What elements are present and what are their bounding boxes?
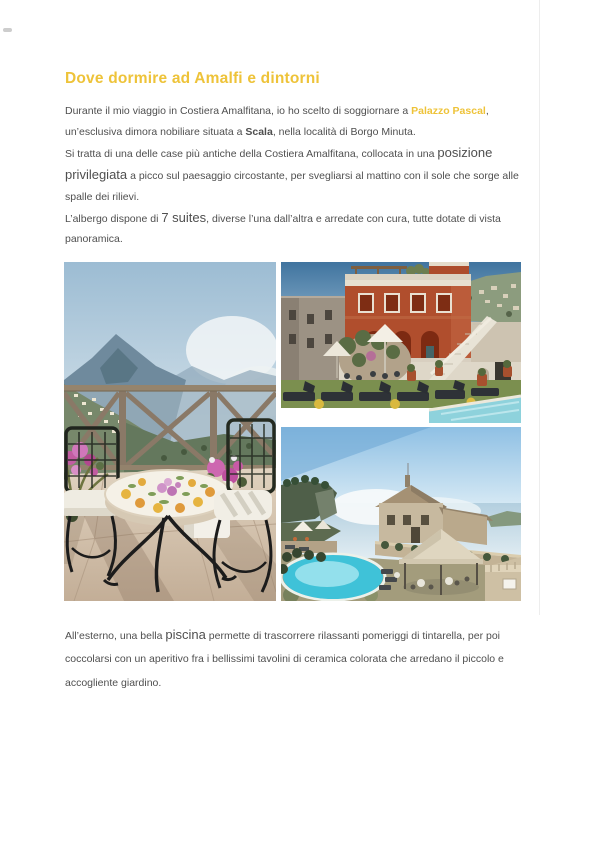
paragraph [65,143,547,208]
page-corner-artifact [3,28,12,32]
text-segment: posizione [437,144,493,160]
paragraph [65,208,547,251]
pool-sea-view-photo [281,427,521,601]
text-segment: accogliente giardino. [65,676,162,689]
text-segment: Durante il mio viaggio in Costiera Amalfitana, io ho scelto di soggiornare a [65,105,412,117]
column-divider-line [539,0,540,615]
terrace-table-photo [64,262,276,601]
text-segment: , [485,105,489,117]
palazzo-pascal-photo [281,262,521,423]
text-segment: L’albergo dispone di [65,212,162,225]
text-segment: permette di trascorrere rilassanti pomeriggi di tintarella, per poi [205,630,501,642]
text-segment: Scala [245,125,273,138]
text-segment: All’esterno, una bella [65,630,166,642]
villa-photo-illustration [281,262,521,423]
paragraph [65,101,547,143]
text-segment: spalle dei rilievi. [65,190,140,203]
text-segment: privilegiata [65,166,128,182]
terrace-photo-illustration [64,262,276,601]
text-segment: Si tratta di una delle case più antiche della Costiera Amalfitana, collocata in una [65,147,438,160]
text-segment: coccolarsi con un aperitivo fra i bellissimi tavolini di ceramica colorata che arredano il piccolo e [65,653,504,666]
text-segment: a picco sul paesaggio circostante, per svegliarsi al mattino con il sole che sorge alle [127,169,519,182]
intro-text-block [65,101,547,250]
inline-link[interactable]: Palazzo Pascal [411,105,486,117]
text-segment: , diverse l’una dall’altra e arredate con cura, tutte dotate di vista [206,212,501,225]
text-segment: piscina [165,627,206,642]
text-segment: un’esclusiva dimora nobiliare situata a [65,125,246,138]
outro-text-block [65,623,547,695]
text-segment: panoramica. [65,233,123,246]
text-segment: , nella località di Borgo Minuta. [272,125,416,138]
text-segment: 7 suites [161,209,207,225]
paragraph [65,623,547,695]
pool-photo-illustration [281,427,521,601]
article-heading: Dove dormire ad Amalfi e dintorni [65,70,320,87]
